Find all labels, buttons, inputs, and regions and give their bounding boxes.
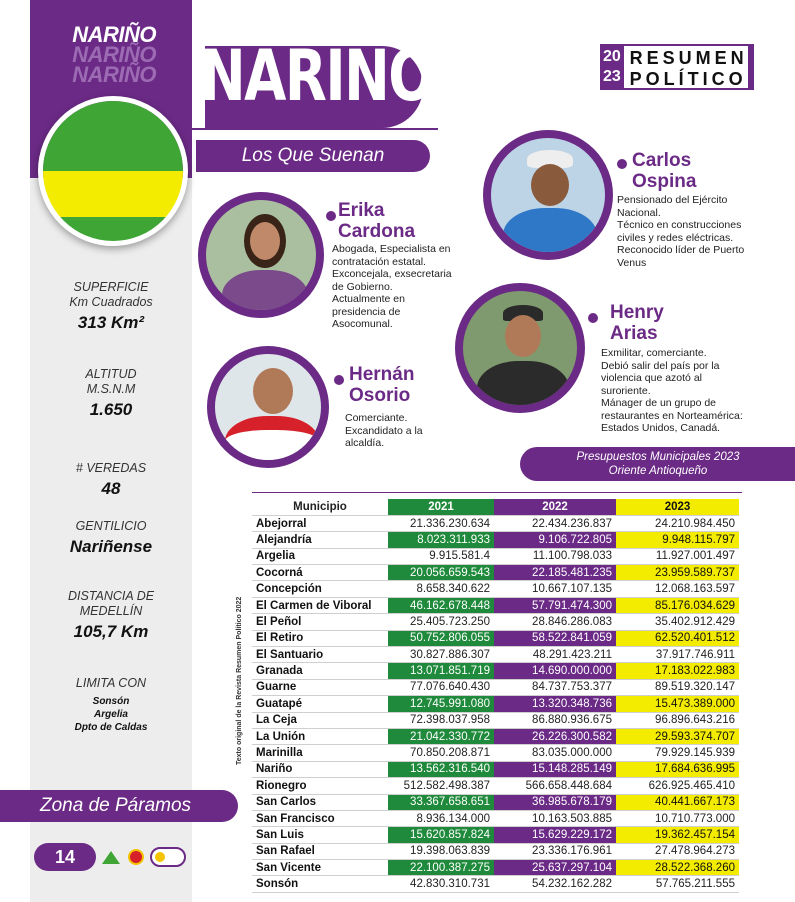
bio-line: alcaldía. <box>345 437 385 449</box>
divider <box>252 492 742 493</box>
cell-2021: 13.562.316.540 <box>388 761 494 777</box>
cell-2021: 30.827.886.307 <box>388 647 494 663</box>
bullet-dot <box>326 211 336 221</box>
cell-municipio: Abejorral <box>252 515 388 531</box>
divider <box>192 128 438 130</box>
fact-label: Km Cuadrados <box>69 295 153 309</box>
fact-label: MEDELLÍN <box>79 604 143 618</box>
cell-2021: 20.056.659.543 <box>388 565 494 581</box>
cell-municipio: San Luis <box>252 827 388 843</box>
candidate-bio-erika <box>332 243 452 331</box>
cell-2022: 57.791.474.300 <box>494 597 616 613</box>
sidebar-heading-3: NARIÑO <box>72 62 156 87</box>
cell-2022: 58.522.841.059 <box>494 630 616 646</box>
cell-municipio: Alejandría <box>252 532 388 548</box>
cell-municipio: Rionegro <box>252 778 388 794</box>
bio-line: Comerciante. <box>345 412 408 424</box>
bullet-dot <box>334 375 344 385</box>
budget-table <box>252 499 739 893</box>
fact-superficie <box>30 280 192 333</box>
cell-2021: 22.100.387.275 <box>388 860 494 876</box>
name-line: Erika <box>338 200 385 221</box>
cell-2023: 15.473.389.000 <box>616 696 739 712</box>
table-header-row <box>252 499 739 515</box>
page-subtitle: Los Que Suenan <box>196 140 430 172</box>
fact-limita <box>30 676 192 734</box>
table-row <box>252 614 739 630</box>
table-row <box>252 843 739 859</box>
fact-value: Nariñense <box>69 537 153 556</box>
bullet-dot <box>617 159 627 169</box>
table-row <box>252 745 739 761</box>
table-row <box>252 794 739 810</box>
cell-2022: 22.185.481.235 <box>494 565 616 581</box>
cell-municipio: La Ceja <box>252 712 388 728</box>
budget-title <box>520 447 795 481</box>
cell-2022: 25.637.297.104 <box>494 860 616 876</box>
fact-value: 105,7 Km <box>73 622 149 641</box>
cell-2021: 12.745.991.080 <box>388 696 494 712</box>
fact-label: GENTILICIO <box>75 519 147 533</box>
table-row <box>252 860 739 876</box>
cell-2021: 19.398.063.839 <box>388 843 494 859</box>
table-row <box>252 810 739 826</box>
cell-2023: 29.593.374.707 <box>616 728 739 744</box>
bio-line: contratación estatal. <box>332 255 426 268</box>
cell-2022: 10.163.503.885 <box>494 810 616 826</box>
cell-2021: 8.023.311.933 <box>388 532 494 548</box>
bio-line: Exconcejala, exsecretaria <box>332 268 452 280</box>
candidate-name-hernan <box>349 364 414 406</box>
bio-line: Venus <box>617 256 647 269</box>
brand-words <box>624 44 748 90</box>
name-line: Ospina <box>632 171 697 192</box>
table-row <box>252 548 739 564</box>
limita-item: Argelia <box>94 709 128 720</box>
cell-2023: 89.519.320.147 <box>616 679 739 695</box>
cell-2023: 96.896.643.216 <box>616 712 739 728</box>
budget-title-line: Oriente Antioqueño <box>608 465 708 477</box>
candidate-bio-henry <box>601 347 743 435</box>
fact-veredas <box>30 461 192 499</box>
cell-2023: 62.520.401.512 <box>616 630 739 646</box>
cell-2023: 9.948.115.797 <box>616 532 739 548</box>
cell-2022: 11.100.798.033 <box>494 548 616 564</box>
cell-2021: 512.582.498.387 <box>388 778 494 794</box>
bio-line: de Gobierno. <box>332 280 393 293</box>
bio-line: Debió salir del país por la <box>601 359 720 372</box>
cell-2023: 626.925.465.410 <box>616 778 739 794</box>
candidate-photo-carlos <box>483 130 613 260</box>
candidate-bio-carlos <box>617 194 744 269</box>
cell-2021: 70.850.208.871 <box>388 745 494 761</box>
cell-2022: 10.667.107.135 <box>494 581 616 597</box>
bio-line: Mánager de un grupo de <box>601 397 717 409</box>
fact-gentilicio <box>30 519 192 557</box>
table-row <box>252 696 739 712</box>
candidate-photo-henry <box>455 283 585 413</box>
brand-year-bottom: 23 <box>602 68 621 85</box>
sidebar-heading-2: NARIÑO <box>72 42 156 67</box>
cell-2022: 48.291.423.211 <box>494 647 616 663</box>
cell-municipio: San Vicente <box>252 860 388 876</box>
candidate-name-henry <box>610 302 664 344</box>
fact-value: 1.650 <box>89 400 133 419</box>
brand-word-2: POLÍTICO <box>629 69 747 89</box>
cell-municipio: El Retiro <box>252 630 388 646</box>
cell-2022: 26.226.300.582 <box>494 728 616 744</box>
bullet-dot <box>588 313 598 323</box>
source-note: Texto original de la Revista Resumen Político 2022 <box>236 596 243 765</box>
cell-2023: 17.183.022.983 <box>616 663 739 679</box>
table-row <box>252 532 739 548</box>
cell-2023: 11.927.001.497 <box>616 548 739 564</box>
cell-2021: 13.071.851.719 <box>388 663 494 679</box>
bio-line: presidencia de <box>332 305 401 318</box>
cell-municipio: Concepción <box>252 581 388 597</box>
cell-municipio: Marinilla <box>252 745 388 761</box>
bio-line: Pensionado del Ejército <box>617 194 728 206</box>
cell-municipio: El Santuario <box>252 647 388 663</box>
fact-label: SUPERFICIE <box>73 280 149 294</box>
header-2022: 2022 <box>494 499 616 515</box>
candidate-bio-hernan <box>345 412 423 450</box>
cell-2022: 22.434.236.837 <box>494 515 616 531</box>
cell-municipio: Guatapé <box>252 696 388 712</box>
cell-2022: 84.737.753.377 <box>494 679 616 695</box>
cell-2023: 23.959.589.737 <box>616 565 739 581</box>
bio-line: restaurantes en Norteamérica: <box>601 409 743 422</box>
cell-municipio: San Carlos <box>252 794 388 810</box>
cell-municipio: Cocorná <box>252 565 388 581</box>
cell-municipio: Nariño <box>252 761 388 777</box>
cell-municipio: Guarne <box>252 679 388 695</box>
name-line: Hernán <box>349 364 415 385</box>
zona-label: Zona de Páramos <box>0 790 238 822</box>
cell-municipio: San Rafael <box>252 843 388 859</box>
cell-2023: 17.684.636.995 <box>616 761 739 777</box>
cell-2022: 9.106.722.805 <box>494 532 616 548</box>
table-row <box>252 581 739 597</box>
name-line: Arias <box>610 323 658 344</box>
bio-line: Técnico en construcciones <box>617 219 742 231</box>
header-2023: 2023 <box>616 499 739 515</box>
table-row <box>252 565 739 581</box>
cell-2023: 12.068.163.597 <box>616 581 739 597</box>
cell-municipio: Argelia <box>252 548 388 564</box>
fact-label: DISTANCIA DE <box>67 589 155 603</box>
municipality-flag-icon <box>38 96 188 246</box>
brand-side-strip <box>748 44 754 90</box>
table-row <box>252 876 739 892</box>
table-row <box>252 827 739 843</box>
cell-2022: 23.336.176.961 <box>494 843 616 859</box>
page-title: NARIÑO <box>200 35 434 117</box>
table-row <box>252 515 739 531</box>
cell-2021: 77.076.640.430 <box>388 679 494 695</box>
cell-2022: 54.232.162.282 <box>494 876 616 892</box>
brand-year-top: 20 <box>602 48 621 65</box>
brand-word-1: RESUMEN <box>629 48 748 68</box>
header-municipio: Municipio <box>252 499 388 515</box>
fact-altitud <box>30 367 192 420</box>
cell-2021: 15.620.857.824 <box>388 827 494 843</box>
cell-2021: 21.042.330.772 <box>388 728 494 744</box>
table-row <box>252 778 739 794</box>
bio-line: suroriente. <box>601 384 651 397</box>
cell-2021: 8.658.340.622 <box>388 581 494 597</box>
cell-2023: 79.929.145.939 <box>616 745 739 761</box>
limita-item: Dpto de Caldas <box>74 722 148 733</box>
cell-2023: 57.765.211.555 <box>616 876 739 892</box>
seal-logo-icon <box>128 849 144 865</box>
bio-line: Exmilitar, comerciante. <box>601 347 707 359</box>
quien-es-quien-logo-icon <box>150 847 186 867</box>
candidate-photo-erika <box>198 192 324 318</box>
cell-2023: 19.362.457.154 <box>616 827 739 843</box>
cell-2021: 42.830.310.731 <box>388 876 494 892</box>
footer-logos <box>100 844 188 870</box>
cell-municipio: La Unión <box>252 728 388 744</box>
cell-2021: 9.915.581.4 <box>388 548 494 564</box>
cell-municipio: Sonsón <box>252 876 388 892</box>
cell-2021: 46.162.678.448 <box>388 597 494 613</box>
cell-2023: 40.441.667.173 <box>616 794 739 810</box>
candidate-photo-hernan <box>207 346 329 468</box>
sidebar-heading-1: NARIÑO <box>72 22 156 47</box>
cell-municipio: San Francisco <box>252 810 388 826</box>
bio-line: Abogada, Especialista en <box>332 243 451 255</box>
table-row <box>252 761 739 777</box>
cell-2023: 85.176.034.629 <box>616 597 739 613</box>
table-row <box>252 647 739 663</box>
cell-2023: 24.210.984.450 <box>616 515 739 531</box>
name-line: Henry <box>610 302 664 323</box>
cell-2023: 35.402.912.429 <box>616 614 739 630</box>
bio-line: Asocomunal. <box>332 318 393 330</box>
cell-2022: 15.629.229.172 <box>494 827 616 843</box>
limita-item: Sonsón <box>92 696 130 707</box>
brand-logo <box>600 44 754 90</box>
fact-value: 48 <box>101 479 121 498</box>
bio-line: Nacional. <box>617 206 661 219</box>
bio-line: violencia que azotó al <box>601 372 702 384</box>
cell-2023: 10.710.773.000 <box>616 810 739 826</box>
fact-distancia <box>30 589 192 642</box>
cell-2021: 8.936.134.000 <box>388 810 494 826</box>
brand-year <box>600 44 624 90</box>
cell-2023: 37.917.746.911 <box>616 647 739 663</box>
candidate-name-erika <box>338 200 415 242</box>
bio-line: Actualmente en <box>332 293 405 305</box>
budget-title-line: Presupuestos Municipales 2023 <box>576 451 740 463</box>
cell-2021: 33.367.658.651 <box>388 794 494 810</box>
bio-line: Reconocido líder de Puerto <box>617 244 745 256</box>
cell-2021: 72.398.037.958 <box>388 712 494 728</box>
cell-2022: 566.658.448.684 <box>494 778 616 794</box>
fact-value: 313 Km² <box>77 313 145 332</box>
cell-2022: 86.880.936.675 <box>494 712 616 728</box>
cell-2021: 25.405.723.250 <box>388 614 494 630</box>
cell-2023: 27.478.964.273 <box>616 843 739 859</box>
fact-label: ALTITUD <box>85 367 137 381</box>
table-row <box>252 630 739 646</box>
page-number: 14 <box>34 843 96 871</box>
table-row <box>252 728 739 744</box>
table-row <box>252 663 739 679</box>
fact-label: LIMITA CON <box>75 676 147 690</box>
cell-2022: 15.148.285.149 <box>494 761 616 777</box>
cell-municipio: Granada <box>252 663 388 679</box>
table-row <box>252 679 739 695</box>
cell-2022: 83.035.000.000 <box>494 745 616 761</box>
cell-2021: 50.752.806.055 <box>388 630 494 646</box>
cell-2023: 28.522.368.260 <box>616 860 739 876</box>
candidate-name-carlos <box>632 150 696 192</box>
bio-line: Excandidato a la <box>345 424 423 437</box>
bio-line: Estados Unidos, Canadá. <box>601 422 721 434</box>
antioquia-logo-icon <box>100 849 122 865</box>
name-line: Cardona <box>338 221 416 242</box>
fact-label: # VEREDAS <box>75 461 147 475</box>
cell-2022: 36.985.678.179 <box>494 794 616 810</box>
cell-municipio: El Peñol <box>252 614 388 630</box>
cell-2022: 13.320.348.736 <box>494 696 616 712</box>
cell-2022: 14.690.000.000 <box>494 663 616 679</box>
bio-line: civiles y redes eléctricas. <box>617 231 734 244</box>
cell-2021: 21.336.230.634 <box>388 515 494 531</box>
cell-2022: 28.846.286.083 <box>494 614 616 630</box>
fact-label: M.S.N.M <box>86 382 136 396</box>
name-line: Carlos <box>632 150 692 171</box>
cell-municipio: El Carmen de Viboral <box>252 597 388 613</box>
name-line: Osorio <box>349 385 411 406</box>
table-row <box>252 712 739 728</box>
header-2021: 2021 <box>388 499 494 515</box>
table-row <box>252 597 739 613</box>
